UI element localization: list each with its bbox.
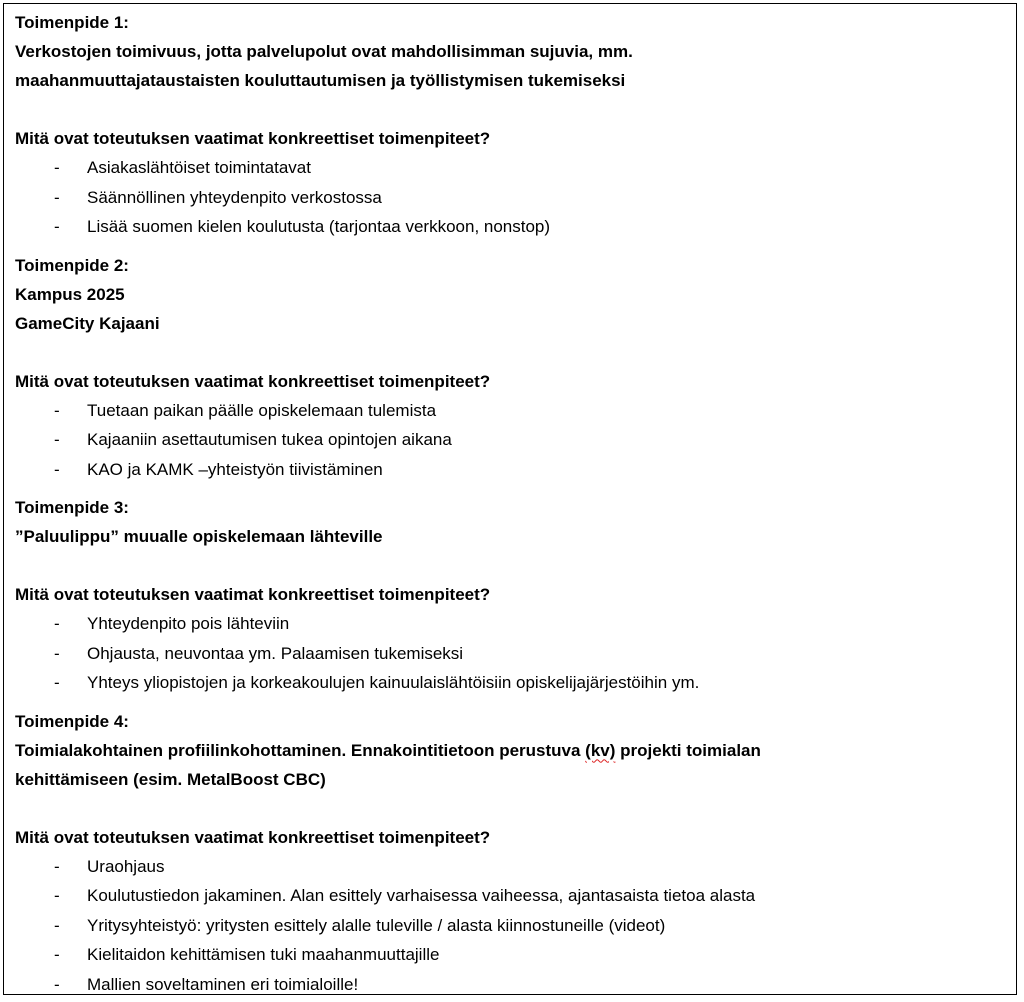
list-item-text: Tuetaan paikan päälle opiskelemaan tulemista [87,400,437,420]
section-title-line: Verkostojen toimivuus, jotta palvelupolut ovat mahdollisimman sujuvia, mm. [15,42,633,61]
list-item [15,212,1005,242]
list-item-text: KAO ja KAMK –yhteistyön tiivistäminen [87,459,383,479]
bullet-dash: - [54,856,60,876]
section-title-line: GameCity Kajaani [15,313,160,333]
section-heading: Toimenpide 4: [15,711,129,731]
action-list [15,852,1005,1000]
list-item [15,668,1005,698]
list-item-text: Yritysyhteistyö: yritysten esittely alalle tuleville / alasta kiinnostuneille (videot) [87,915,666,935]
bullet-dash: - [54,614,60,633]
list-item [15,455,1005,485]
spellcheck-marked-word: (kv) [585,740,616,760]
list-item-text: Yhteys yliopistojen ja korkeakoulujen kainuulaislähtöisiin opiskelijajärjestöihin ym. [87,673,700,692]
section-toimenpide-1 [15,8,1005,242]
list-item-text: Mallien soveltaminen eri toimialoille! [87,974,359,994]
section-question: Mitä ovat toteutuksen vaatimat konkreettiset toimenpiteet? [15,371,491,391]
list-item [15,911,1005,941]
bullet-dash: - [54,974,60,994]
section-heading: Toimenpide 2: [15,255,129,275]
bullet-dash: - [54,643,60,663]
list-item [15,970,1005,1000]
bullet-dash: - [54,673,60,692]
bullet-dash: - [54,187,60,207]
section-heading: Toimenpide 1: [15,13,129,32]
list-item [15,852,1005,882]
bullet-dash: - [54,400,60,420]
action-list [15,396,1005,485]
list-item-text: Lisää suomen kielen koulutusta (tarjontaa verkkoon, nonstop) [87,217,551,236]
section-toimenpide-3 [15,493,1005,698]
list-item-text: Koulutustiedon jakaminen. Alan esittely varhaisessa vaiheessa, ajantasaista tietoa alasta [87,886,756,905]
section-toimenpide-4 [15,707,1005,1000]
list-item-text: Yhteydenpito pois lähteviin [87,614,290,633]
list-item [15,396,1005,426]
section-question: Mitä ovat toteutuksen vaatimat konkreettiset toimenpiteet? [15,827,491,847]
list-item-text: Kielitaidon kehittämisen tuki maahanmuuttajille [87,945,440,964]
bullet-dash: - [54,430,60,449]
list-item [15,881,1005,911]
action-list [15,609,1005,698]
document-content [15,8,1005,999]
bullet-dash: - [54,886,60,905]
section-title-line: kehittämiseen (esim. MetalBoost CBC) [15,769,326,789]
list-item-text: Asiakaslähtöiset toimintatavat [87,158,311,177]
section-title-line: ”Paluulippu” muualle opiskelemaan lähteville [15,527,383,546]
section-question: Mitä ovat toteutuksen vaatimat konkreettiset toimenpiteet? [15,129,491,148]
section-question: Mitä ovat toteutuksen vaatimat konkreettiset toimenpiteet? [15,585,491,604]
bullet-dash: - [54,217,60,236]
list-item [15,183,1005,213]
section-toimenpide-2 [15,251,1005,485]
bullet-dash: - [54,945,60,964]
title-text: projekti toimialan [615,740,761,760]
bullet-dash: - [54,459,60,479]
action-list [15,153,1005,242]
section-title-line [15,736,1005,765]
bullet-dash: - [54,158,60,177]
list-item [15,639,1005,669]
list-item-text: Kajaaniin asettautumisen tukea opintojen aikana [87,430,452,449]
bullet-dash: - [54,915,60,935]
section-heading: Toimenpide 3: [15,498,129,517]
list-item [15,153,1005,183]
list-item [15,940,1005,970]
section-title-line: Kampus 2025 [15,284,125,304]
section-title-line: maahanmuuttajataustaisten kouluttautumisen ja työllistymisen tukemiseksi [15,71,626,90]
list-item [15,609,1005,639]
list-item-text: Uraohjaus [87,856,165,876]
list-item-text: Ohjausta, neuvontaa ym. Palaamisen tukemiseksi [87,643,464,663]
list-item [15,425,1005,455]
title-text: Toimialakohtainen profiilinkohottaminen. Ennakointitietoon perustuva [15,740,586,760]
list-item-text: Säännöllinen yhteydenpito verkostossa [87,187,382,207]
